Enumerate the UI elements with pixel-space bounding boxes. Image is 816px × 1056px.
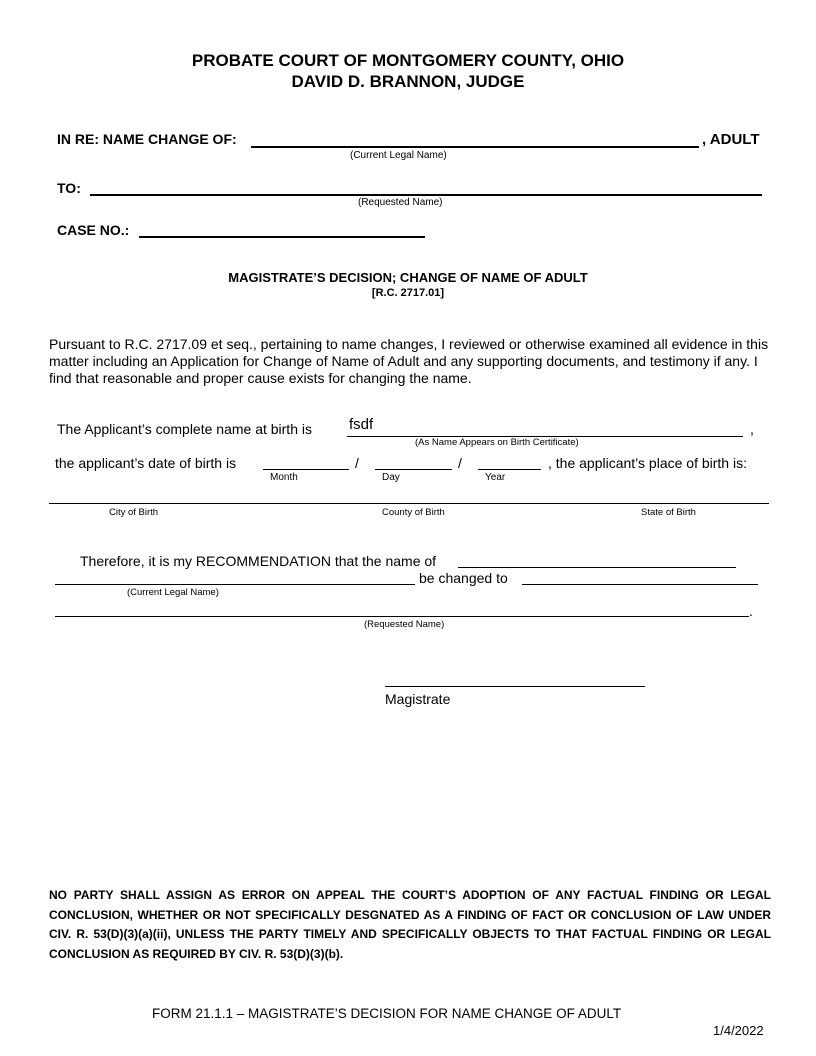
adult-suffix: , ADULT — [702, 131, 760, 148]
magistrate-label: Magistrate — [385, 691, 451, 707]
statute-reference: [R.C. 2717.01] — [371, 287, 445, 299]
magistrate-signature-line — [385, 686, 645, 687]
requested-name-input[interactable] — [90, 176, 762, 196]
city-of-birth-input[interactable] — [49, 486, 299, 504]
year-caption: Year — [485, 472, 506, 483]
form-date: 1/4/2022 — [713, 1023, 764, 1038]
be-changed-to-text: be changed to — [419, 570, 508, 586]
birth-name-input[interactable] — [347, 413, 743, 437]
birth-year-input[interactable] — [478, 452, 541, 470]
case-number-input[interactable] — [139, 218, 425, 238]
recommendation-name-line — [458, 567, 736, 568]
day-caption: Day — [382, 472, 400, 483]
county-of-birth-input[interactable] — [299, 486, 539, 504]
in-re-label: IN RE: NAME CHANGE OF: — [57, 131, 237, 147]
state-of-birth-caption: State of Birth — [641, 507, 696, 518]
recommendation-requested-name-line-1 — [522, 584, 758, 585]
month-caption: Month — [270, 472, 298, 483]
requested-name-caption: (Requested Name) — [358, 197, 443, 208]
birth-day-input[interactable] — [375, 452, 452, 470]
dob-slash-2: / — [458, 455, 462, 471]
to-label: TO: — [57, 180, 81, 196]
appeal-notice: NO PARTY SHALL ASSIGN AS ERROR ON APPEAL THE COURT’S ADOPTION OF ANY FACTUAL FINDING OR LEGAL CONCLUSION, WHETHER OR NOT SPECIFICALLY DESGNATED AS A FINDING OF FACT OR CONCLUSION OF LAW UNDER CIV. R. 53(D)(3)(a)(ii), UNLESS THE PARTY TIMELY AND SPECIFICALLY OBJECTS TO THAT FACTUAL FINDING OR LEGAL CONCLUSION AS REQUIRED BY CIV. R. 53(D)(3)(b). — [49, 888, 771, 961]
birth-name-trailing-comma: , — [750, 421, 754, 437]
place-of-birth-label: , the applicant’s place of birth is: — [548, 455, 747, 471]
current-legal-name-input[interactable] — [251, 128, 699, 148]
form-footer: FORM 21.1.1 – MAGISTRATE’S DECISION FOR NAME CHANGE OF ADULT — [152, 1006, 622, 1021]
decision-title: MAGISTRATE’S DECISION; CHANGE OF NAME OF ADULT — [228, 270, 588, 285]
recommendation-requested-name-line-2 — [55, 616, 749, 617]
recommendation-period: . — [749, 603, 753, 619]
birth-name-label: The Applicant’s complete name at birth is — [57, 421, 312, 437]
city-of-birth-caption: City of Birth — [109, 507, 159, 518]
dob-slash-1: / — [355, 455, 359, 471]
county-of-birth-caption: County of Birth — [382, 507, 445, 518]
recommendation-current-name-line — [55, 584, 415, 585]
state-of-birth-input[interactable] — [539, 486, 769, 504]
judge-name: DAVID D. BRANNON, JUDGE — [291, 72, 525, 91]
current-legal-name-caption: (Current Legal Name) — [350, 150, 447, 161]
court-name: PROBATE COURT OF MONTGOMERY COUNTY, OHIO — [191, 51, 625, 70]
recommendation-requested-caption: (Requested Name) — [364, 619, 445, 630]
recommendation-current-caption: (Current Legal Name) — [127, 587, 219, 598]
birth-name-caption: (As Name Appears on Birth Certificate) — [415, 437, 579, 448]
recommendation-lead: Therefore, it is my RECOMMENDATION that the name of — [80, 553, 437, 569]
dob-label: the applicant’s date of birth is — [55, 455, 237, 471]
intro-paragraph: Pursuant to R.C. 2717.09 et seq., pertaining to name changes, I reviewed or otherwise examined all evidence in this matter including an Application for Change of Name of Adult and any supporting documents, and testimony if any. I find that reasonable and proper cause exists for changing the name. — [49, 336, 769, 386]
case-number-label: CASE NO.: — [57, 222, 130, 238]
birth-month-input[interactable] — [263, 452, 349, 470]
